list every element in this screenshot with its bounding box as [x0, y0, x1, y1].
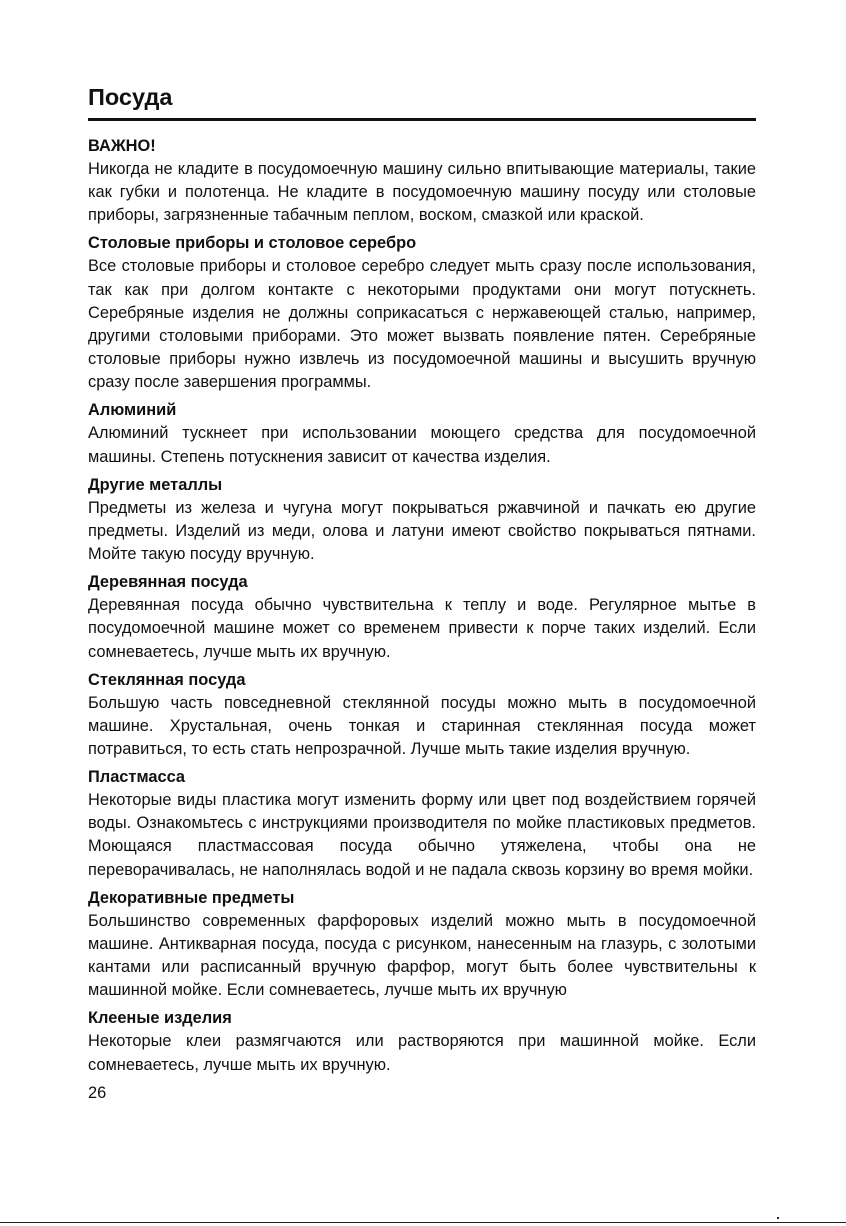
- section-glass: [88, 669, 756, 761]
- section-other-metals: [88, 474, 756, 566]
- section-heading: Пластмасса: [88, 768, 186, 787]
- section-heading: ВАЖНО!: [88, 137, 156, 155]
- section-heading: Другие металлы: [88, 475, 223, 494]
- section-body: Деревянная посуда обычно чувствительна к теплу и воде. Регулярное мытье в посудомоечной машине может со временем привести к порче таких изделий. Если сомневаетесь, лучше мыть их вручную.: [88, 596, 756, 661]
- section-heading: Декоративные предметы: [88, 888, 295, 907]
- crop-mark: [777, 1217, 779, 1219]
- section-body: Большинство современных фарфоровых изделий можно мыть в посудомоечной машине. Антикварная посуда, посуда с рисунком, нанесенным на глазурь, с золотыми кантами или расписанный вручную фарфор, могут быть более чувствительны к машинной мойке. Если сомневаетесь, лучше мыть их вручную: [88, 911, 756, 1000]
- section-body: Предметы из железа и чугуна могут покрываться ржавчиной и пачкать ею другие предметы. Изделий из меди, олова и латуни имеют свойство покрываться пятнами. Мойте такую посуду вручную.: [88, 498, 756, 564]
- page-number: 26: [88, 1083, 107, 1102]
- section-body: Большую часть повседневной стеклянной посуды можно мыть в посудомоечной машине. Хрустальная, очень тонкая и старинная стеклянная посуда может потравиться, то есть стать непрозрачной. Лучше мыть такие изделия вручную.: [88, 693, 756, 758]
- section-wooden: [88, 571, 756, 663]
- section-important: [88, 135, 756, 227]
- section-heading: Столовые приборы и столовое серебро: [88, 234, 417, 253]
- page-title: Посуда: [88, 84, 173, 110]
- section-body: Некоторые виды пластика могут изменить форму или цвет под воздействием горячей воды. Ознакомьтесь с инструкциями производителя по мойке пластиковых предметов. Моющаяся пластмассовая посуда обычно утяжелена, чтобы она не переворачивалась, не наполнялась водой и не падала сквозь корзину во время мойки.: [88, 791, 756, 879]
- section-plastic: [88, 766, 756, 882]
- section-body: Алюминий тускнеет при использовании моющего средства для посудомоечной машины. Степень потускнения зависит от качества изделия.: [88, 424, 756, 466]
- title-divider: [88, 118, 756, 121]
- bottom-divider: [0, 1222, 846, 1223]
- section-glued: [88, 1007, 756, 1076]
- section-heading: Клееные изделия: [88, 1009, 232, 1028]
- section-heading: Алюминий: [88, 401, 177, 420]
- section-decorative: [88, 887, 756, 1003]
- section-body: Никогда не кладите в посудомоечную машину сильно впитывающие материалы, такие как губки и полотенца. Не кладите в посудомоечную машину посуду или столовые приборы, загрязненные табачным пеплом, воском, смазкой или краской.: [88, 160, 756, 225]
- section-heading: Деревянная посуда: [88, 573, 248, 592]
- manual-page: [88, 82, 756, 1105]
- section-body: Некоторые клеи размягчаются или растворяются при машинной мойке. Если сомневаетесь, лучше мыть их вручную.: [88, 1032, 756, 1074]
- section-cutlery-silver: [88, 232, 756, 394]
- section-heading: Стеклянная посуда: [88, 670, 246, 689]
- section-body: Все столовые приборы и столовое серебро следует мыть сразу после использования, так как при долгом контакте с некоторыми продуктами они могут потускнеть. Серебряные изделия не должны соприкасаться с нержавеющей сталью, например, другими столовыми приборами. Это может вызвать появление пятен. Серебряные столовые приборы нужно извлечь из посудомоечной машины и высушить вручную сразу после завершения программы.: [88, 257, 756, 392]
- section-aluminium: [88, 399, 756, 468]
